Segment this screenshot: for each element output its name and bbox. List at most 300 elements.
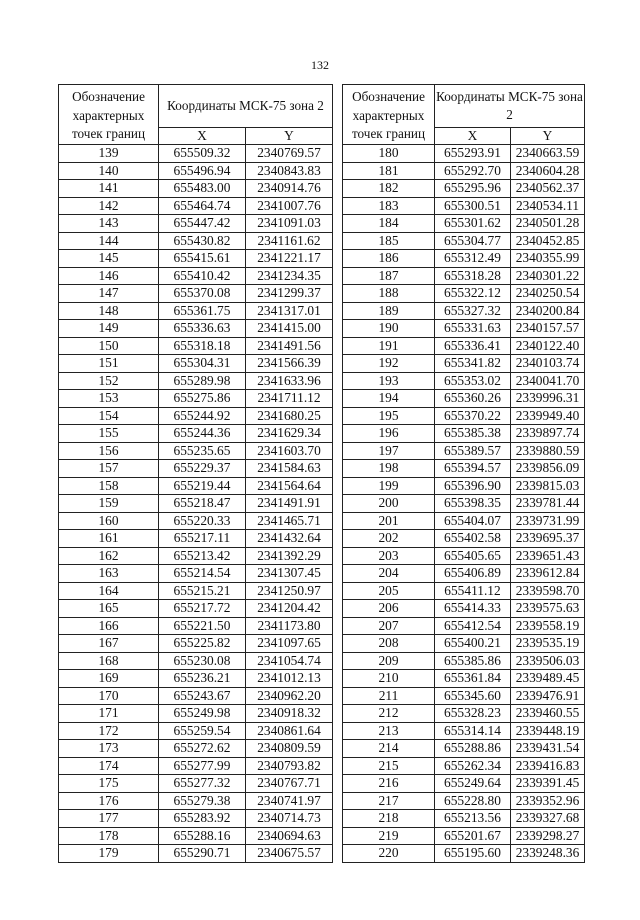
point-label-header: Обозначение характерных точек границ [343, 85, 435, 145]
y-coordinate-cell: 2341491.56 [246, 337, 333, 355]
table-row [59, 827, 333, 845]
y-coordinate-cell: 2339248.36 [511, 845, 585, 863]
point-number-cell: 203 [343, 547, 435, 565]
x-coordinate-cell: 655406.89 [435, 565, 511, 583]
y-coordinate-cell: 2341564.64 [246, 477, 333, 495]
x-coordinate-cell: 655244.92 [159, 407, 246, 425]
table-row [343, 547, 585, 565]
point-number-cell: 197 [343, 442, 435, 460]
x-coordinate-cell: 655249.98 [159, 705, 246, 723]
x-coordinate-cell: 655290.71 [159, 845, 246, 863]
y-coordinate-cell: 2341317.01 [246, 302, 333, 320]
point-number-cell: 182 [343, 180, 435, 198]
table-row [59, 757, 333, 775]
x-coordinate-cell: 655414.33 [435, 600, 511, 618]
y-coordinate-cell: 2340767.71 [246, 775, 333, 793]
y-coordinate-cell: 2341097.65 [246, 635, 333, 653]
table-row [59, 582, 333, 600]
table-row [59, 145, 333, 163]
coordinates-table-left [58, 84, 333, 863]
x-coordinate-cell: 655483.00 [159, 180, 246, 198]
y-coordinate-cell: 2339695.37 [511, 530, 585, 548]
y-coordinate-cell: 2341711.12 [246, 390, 333, 408]
x-coordinate-cell: 655213.56 [435, 810, 511, 828]
x-coordinate-cell: 655214.54 [159, 565, 246, 583]
table-row [59, 477, 333, 495]
x-coordinate-cell: 655447.42 [159, 215, 246, 233]
point-number-cell: 198 [343, 460, 435, 478]
x-coordinate-cell: 655244.36 [159, 425, 246, 443]
x-coordinate-cell: 655262.34 [435, 757, 511, 775]
table-row [59, 705, 333, 723]
table-row [343, 372, 585, 390]
y-coordinate-cell: 2340103.74 [511, 355, 585, 373]
table-row [59, 547, 333, 565]
y-coordinate-cell: 2341173.80 [246, 617, 333, 635]
x-coordinate-cell: 655345.60 [435, 687, 511, 705]
point-number-cell: 216 [343, 775, 435, 793]
y-coordinate-cell: 2340301.22 [511, 267, 585, 285]
table-row [343, 600, 585, 618]
point-number-cell: 211 [343, 687, 435, 705]
table-row [59, 845, 333, 863]
coordinates-header: Координаты МСК-75 зона 2 [435, 85, 585, 128]
x-coordinate-cell: 655259.54 [159, 722, 246, 740]
y-coordinate-cell: 2341307.45 [246, 565, 333, 583]
x-coordinate-cell: 655361.84 [435, 670, 511, 688]
point-number-cell: 202 [343, 530, 435, 548]
y-coordinate-cell: 2339651.43 [511, 547, 585, 565]
y-coordinate-cell: 2340741.97 [246, 792, 333, 810]
point-number-cell: 150 [59, 337, 159, 355]
table-row [59, 670, 333, 688]
x-coordinate-cell: 655219.44 [159, 477, 246, 495]
table-row [343, 320, 585, 338]
x-coordinate-cell: 655331.63 [435, 320, 511, 338]
y-coordinate-cell: 2339460.55 [511, 705, 585, 723]
point-number-cell: 170 [59, 687, 159, 705]
table-row [59, 652, 333, 670]
point-number-cell: 208 [343, 635, 435, 653]
x-coordinate-cell: 655236.21 [159, 670, 246, 688]
y-coordinate-cell: 2340714.73 [246, 810, 333, 828]
table-row [343, 232, 585, 250]
table-row [343, 775, 585, 793]
point-number-cell: 184 [343, 215, 435, 233]
y-coordinate-cell: 2341603.70 [246, 442, 333, 460]
y-coordinate-cell: 2341584.63 [246, 460, 333, 478]
point-number-cell: 187 [343, 267, 435, 285]
table-row [59, 600, 333, 618]
table-row [59, 740, 333, 758]
table-row [59, 302, 333, 320]
left-table-body [59, 145, 333, 863]
table-row [343, 705, 585, 723]
x-coordinate-cell: 655405.65 [435, 547, 511, 565]
table-row [343, 197, 585, 215]
point-number-cell: 156 [59, 442, 159, 460]
point-number-cell: 146 [59, 267, 159, 285]
x-coordinate-cell: 655289.98 [159, 372, 246, 390]
table-row [343, 390, 585, 408]
x-coordinate-cell: 655402.58 [435, 530, 511, 548]
table-row [59, 215, 333, 233]
x-coordinate-cell: 655277.32 [159, 775, 246, 793]
x-coordinate-cell: 655275.86 [159, 390, 246, 408]
x-coordinate-cell: 655304.31 [159, 355, 246, 373]
point-number-cell: 157 [59, 460, 159, 478]
point-number-cell: 219 [343, 827, 435, 845]
point-number-cell: 168 [59, 652, 159, 670]
point-number-cell: 178 [59, 827, 159, 845]
y-coordinate-cell: 2339815.03 [511, 477, 585, 495]
point-number-cell: 151 [59, 355, 159, 373]
table-row [59, 180, 333, 198]
y-coordinate-cell: 2341392.29 [246, 547, 333, 565]
y-coordinate-cell: 2339731.99 [511, 512, 585, 530]
table-row [59, 320, 333, 338]
y-coordinate-cell: 2340355.99 [511, 250, 585, 268]
table-row [59, 512, 333, 530]
x-coordinate-cell: 655464.74 [159, 197, 246, 215]
table-row [59, 530, 333, 548]
table-row [343, 162, 585, 180]
point-number-cell: 205 [343, 582, 435, 600]
x-coordinate-cell: 655283.92 [159, 810, 246, 828]
point-number-cell: 201 [343, 512, 435, 530]
table-row [59, 197, 333, 215]
point-number-cell: 213 [343, 722, 435, 740]
x-coordinate-cell: 655336.63 [159, 320, 246, 338]
x-coordinate-cell: 655220.33 [159, 512, 246, 530]
point-number-cell: 217 [343, 792, 435, 810]
y-coordinate-cell: 2341012.13 [246, 670, 333, 688]
table-row [343, 757, 585, 775]
point-number-cell: 183 [343, 197, 435, 215]
table-row [343, 652, 585, 670]
table-row [343, 740, 585, 758]
point-number-cell: 175 [59, 775, 159, 793]
table-row [59, 775, 333, 793]
table-row [59, 407, 333, 425]
x-coordinate-cell: 655412.54 [435, 617, 511, 635]
x-coordinate-cell: 655249.64 [435, 775, 511, 793]
y-coordinate-cell: 2339575.63 [511, 600, 585, 618]
x-coordinate-cell: 655312.49 [435, 250, 511, 268]
table-row [59, 565, 333, 583]
point-number-cell: 143 [59, 215, 159, 233]
y-coordinate-cell: 2339897.74 [511, 425, 585, 443]
table-row [59, 355, 333, 373]
x-coordinate-cell: 655415.61 [159, 250, 246, 268]
x-coordinate-cell: 655327.32 [435, 302, 511, 320]
table-row [343, 582, 585, 600]
table-row [343, 687, 585, 705]
table-row [343, 285, 585, 303]
point-number-cell: 164 [59, 582, 159, 600]
y-coordinate-cell: 2339298.27 [511, 827, 585, 845]
point-number-cell: 199 [343, 477, 435, 495]
y-coordinate-cell: 2341221.17 [246, 250, 333, 268]
point-number-cell: 161 [59, 530, 159, 548]
x-coordinate-cell: 655430.82 [159, 232, 246, 250]
table-row [59, 617, 333, 635]
y-coordinate-cell: 2341250.97 [246, 582, 333, 600]
table-row [343, 407, 585, 425]
x-coordinate-cell: 655221.50 [159, 617, 246, 635]
table-row [343, 250, 585, 268]
y-coordinate-cell: 2339535.19 [511, 635, 585, 653]
point-number-cell: 189 [343, 302, 435, 320]
table-row [59, 792, 333, 810]
coordinates-header: Координаты МСК-75 зона 2 [159, 85, 333, 128]
point-number-cell: 160 [59, 512, 159, 530]
table-row [343, 722, 585, 740]
x-coordinate-cell: 655215.21 [159, 582, 246, 600]
table-row [59, 232, 333, 250]
y-coordinate-cell: 2341566.39 [246, 355, 333, 373]
y-coordinate-cell: 2341680.25 [246, 407, 333, 425]
x-coordinate-cell: 655235.65 [159, 442, 246, 460]
x-coordinate-cell: 655318.18 [159, 337, 246, 355]
y-coordinate-cell: 2341415.00 [246, 320, 333, 338]
point-number-cell: 165 [59, 600, 159, 618]
table-row [343, 635, 585, 653]
x-coordinate-cell: 655400.21 [435, 635, 511, 653]
x-coordinate-cell: 655389.57 [435, 442, 511, 460]
point-number-cell: 188 [343, 285, 435, 303]
point-number-cell: 181 [343, 162, 435, 180]
point-number-cell: 200 [343, 495, 435, 513]
table-row [59, 390, 333, 408]
point-number-cell: 172 [59, 722, 159, 740]
y-coordinate-cell: 2340675.57 [246, 845, 333, 863]
y-coordinate-cell: 2341007.76 [246, 197, 333, 215]
table-row [343, 337, 585, 355]
x-coordinate-cell: 655496.94 [159, 162, 246, 180]
point-number-cell: 142 [59, 197, 159, 215]
x-coordinate-cell: 655300.51 [435, 197, 511, 215]
y-coordinate-cell: 2340914.76 [246, 180, 333, 198]
table-row [59, 337, 333, 355]
x-coordinate-cell: 655292.70 [435, 162, 511, 180]
x-coordinate-cell: 655398.35 [435, 495, 511, 513]
table-row [343, 145, 585, 163]
y-coordinate-cell: 2339476.91 [511, 687, 585, 705]
x-coordinate-cell: 655385.86 [435, 652, 511, 670]
point-number-cell: 153 [59, 390, 159, 408]
table-row [59, 162, 333, 180]
table-row [343, 495, 585, 513]
x-coordinate-cell: 655370.22 [435, 407, 511, 425]
page-number: 132 [311, 58, 329, 72]
point-number-cell: 145 [59, 250, 159, 268]
table-row [59, 425, 333, 443]
point-number-cell: 141 [59, 180, 159, 198]
point-number-cell: 159 [59, 495, 159, 513]
point-number-cell: 191 [343, 337, 435, 355]
y-coordinate-cell: 2340534.11 [511, 197, 585, 215]
point-number-cell: 214 [343, 740, 435, 758]
y-coordinate-cell: 2340663.59 [511, 145, 585, 163]
x-coordinate-cell: 655360.26 [435, 390, 511, 408]
table-row [59, 267, 333, 285]
y-coordinate-cell: 2339996.31 [511, 390, 585, 408]
x-coordinate-cell: 655318.28 [435, 267, 511, 285]
point-number-cell: 186 [343, 250, 435, 268]
point-number-cell: 190 [343, 320, 435, 338]
point-number-cell: 194 [343, 390, 435, 408]
x-coordinate-cell: 655288.86 [435, 740, 511, 758]
x-coordinate-cell: 655229.37 [159, 460, 246, 478]
point-number-cell: 147 [59, 285, 159, 303]
x-coordinate-cell: 655410.42 [159, 267, 246, 285]
x-coordinate-cell: 655277.99 [159, 757, 246, 775]
x-coordinate-cell: 655272.62 [159, 740, 246, 758]
point-number-cell: 155 [59, 425, 159, 443]
table-row [59, 495, 333, 513]
y-coordinate-cell: 2339352.96 [511, 792, 585, 810]
table-row [343, 670, 585, 688]
y-coordinate-cell: 2340604.28 [511, 162, 585, 180]
y-coordinate-cell: 2339391.45 [511, 775, 585, 793]
y-coordinate-cell: 2339856.09 [511, 460, 585, 478]
y-coordinate-cell: 2340793.82 [246, 757, 333, 775]
y-coordinate-cell: 2340843.83 [246, 162, 333, 180]
point-number-cell: 207 [343, 617, 435, 635]
point-number-cell: 209 [343, 652, 435, 670]
point-number-cell: 152 [59, 372, 159, 390]
x-coordinate-cell: 655225.82 [159, 635, 246, 653]
point-number-cell: 173 [59, 740, 159, 758]
y-coordinate-cell: 2341161.62 [246, 232, 333, 250]
table-row [343, 302, 585, 320]
point-number-cell: 171 [59, 705, 159, 723]
table-row [59, 722, 333, 740]
y-coordinate-cell: 2341491.91 [246, 495, 333, 513]
table-row [59, 250, 333, 268]
point-number-cell: 176 [59, 792, 159, 810]
point-number-cell: 140 [59, 162, 159, 180]
table-row [343, 180, 585, 198]
point-number-cell: 144 [59, 232, 159, 250]
point-number-cell: 154 [59, 407, 159, 425]
y-coordinate-cell: 2339781.44 [511, 495, 585, 513]
table-row [59, 442, 333, 460]
y-coordinate-cell: 2339489.45 [511, 670, 585, 688]
x-coordinate-cell: 655353.02 [435, 372, 511, 390]
x-coordinate-cell: 655509.32 [159, 145, 246, 163]
y-coordinate-cell: 2340861.64 [246, 722, 333, 740]
y-coordinate-cell: 2341091.03 [246, 215, 333, 233]
x-column-header: X [435, 128, 511, 145]
y-coordinate-cell: 2339327.68 [511, 810, 585, 828]
y-coordinate-cell: 2341234.35 [246, 267, 333, 285]
table-row [343, 530, 585, 548]
table-row [343, 425, 585, 443]
point-number-cell: 169 [59, 670, 159, 688]
y-coordinate-cell: 2340809.59 [246, 740, 333, 758]
table-row [343, 810, 585, 828]
point-number-cell: 158 [59, 477, 159, 495]
table-row [343, 477, 585, 495]
x-coordinate-cell: 655201.67 [435, 827, 511, 845]
x-coordinate-cell: 655217.11 [159, 530, 246, 548]
x-column-header: X [159, 128, 246, 145]
table-row [343, 792, 585, 810]
y-coordinate-cell: 2340918.32 [246, 705, 333, 723]
x-coordinate-cell: 655228.80 [435, 792, 511, 810]
x-coordinate-cell: 655370.08 [159, 285, 246, 303]
point-number-cell: 206 [343, 600, 435, 618]
point-number-cell: 204 [343, 565, 435, 583]
point-label-header: Обозначение характерных точек границ [59, 85, 159, 145]
table-row [343, 565, 585, 583]
point-number-cell: 193 [343, 372, 435, 390]
x-coordinate-cell: 655404.07 [435, 512, 511, 530]
y-coordinate-cell: 2339416.83 [511, 757, 585, 775]
y-coordinate-cell: 2340250.54 [511, 285, 585, 303]
y-coordinate-cell: 2340157.57 [511, 320, 585, 338]
x-coordinate-cell: 655314.14 [435, 722, 511, 740]
point-number-cell: 195 [343, 407, 435, 425]
point-number-cell: 185 [343, 232, 435, 250]
table-row [343, 355, 585, 373]
x-coordinate-cell: 655394.57 [435, 460, 511, 478]
y-coordinate-cell: 2341465.71 [246, 512, 333, 530]
x-coordinate-cell: 655411.12 [435, 582, 511, 600]
x-coordinate-cell: 655304.77 [435, 232, 511, 250]
y-coordinate-cell: 2340501.28 [511, 215, 585, 233]
y-column-header: Y [511, 128, 585, 145]
point-number-cell: 218 [343, 810, 435, 828]
x-coordinate-cell: 655279.38 [159, 792, 246, 810]
x-coordinate-cell: 655341.82 [435, 355, 511, 373]
y-coordinate-cell: 2340562.37 [511, 180, 585, 198]
table-row [59, 372, 333, 390]
point-number-cell: 163 [59, 565, 159, 583]
x-coordinate-cell: 655288.16 [159, 827, 246, 845]
table-row [343, 512, 585, 530]
y-coordinate-cell: 2341299.37 [246, 285, 333, 303]
x-coordinate-cell: 655301.62 [435, 215, 511, 233]
y-coordinate-cell: 2341204.42 [246, 600, 333, 618]
y-coordinate-cell: 2339558.19 [511, 617, 585, 635]
table-row [343, 845, 585, 863]
right-table-body [343, 145, 585, 863]
y-coordinate-cell: 2340200.84 [511, 302, 585, 320]
table-row [343, 827, 585, 845]
y-coordinate-cell: 2340122.40 [511, 337, 585, 355]
point-number-cell: 139 [59, 145, 159, 163]
table-row [343, 617, 585, 635]
y-coordinate-cell: 2340041.70 [511, 372, 585, 390]
y-coordinate-cell: 2339506.03 [511, 652, 585, 670]
y-coordinate-cell: 2340769.57 [246, 145, 333, 163]
point-number-cell: 174 [59, 757, 159, 775]
point-number-cell: 177 [59, 810, 159, 828]
y-coordinate-cell: 2339949.40 [511, 407, 585, 425]
y-coordinate-cell: 2341054.74 [246, 652, 333, 670]
table-row [59, 687, 333, 705]
x-coordinate-cell: 655218.47 [159, 495, 246, 513]
point-number-cell: 210 [343, 670, 435, 688]
table-row [343, 460, 585, 478]
point-number-cell: 180 [343, 145, 435, 163]
point-number-cell: 166 [59, 617, 159, 635]
x-coordinate-cell: 655230.08 [159, 652, 246, 670]
table-row [343, 267, 585, 285]
